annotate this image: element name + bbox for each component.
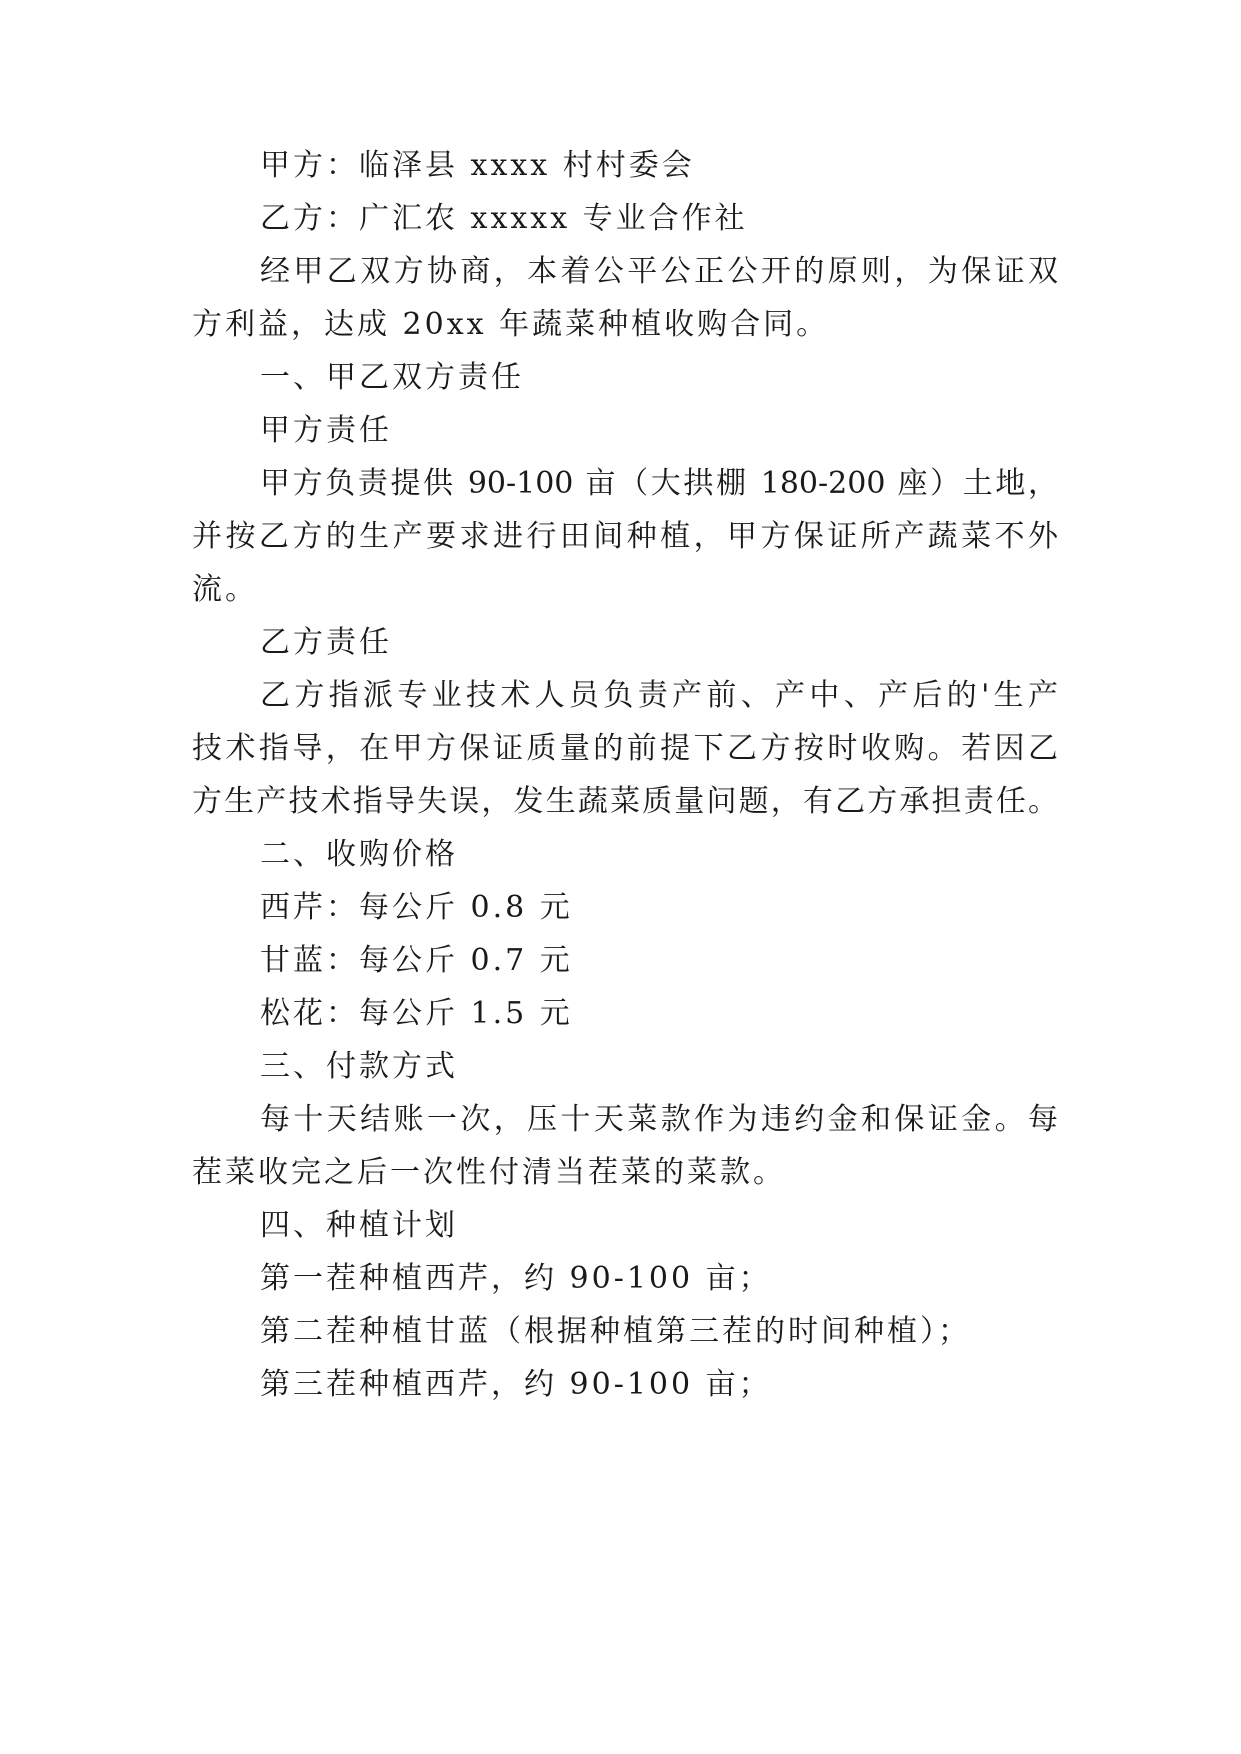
party-a-duty-line-3: 流。 (192, 572, 258, 607)
section-3-heading: 三、付款方式 (260, 1049, 458, 1084)
party-a-duty-line-1: 甲方负责提供 90-100 亩（大拱棚 180-200 座）土地， (260, 466, 1058, 501)
party-b-duty-line-2: 技术指导，在甲方保证质量的前提下乙方按时收购。若因乙 (192, 731, 1058, 766)
party-a-duty-heading: 甲方责任 (260, 413, 392, 448)
section-4-heading: 四、种植计划 (260, 1208, 458, 1243)
preamble-line-2: 方利益，达成 20xx 年蔬菜种植收购合同。 (192, 307, 830, 342)
party-b-duty-line-1: 乙方指派专业技术人员负责产前、产中、产后的'生产 (260, 678, 1058, 713)
payment-line-2: 茬菜收完之后一次性付清当茬菜的菜款。 (192, 1155, 786, 1190)
price-cauliflower: 松花：每公斤 1.5 元 (260, 996, 573, 1031)
party-a-duty-line-2: 并按乙方的生产要求进行田间种植，甲方保证所产蔬菜不外 (192, 519, 1058, 554)
plan-item-3: 第三茬种植西芹，约 90-100 亩； (260, 1367, 772, 1402)
section-1-heading: 一、甲乙双方责任 (260, 360, 524, 395)
section-2-heading: 二、收购价格 (260, 837, 458, 872)
price-cabbage: 甘蓝：每公斤 0.7 元 (260, 943, 573, 978)
plan-item-1: 第一茬种植西芹，约 90-100 亩； (260, 1261, 772, 1296)
price-celery: 西芹：每公斤 0.8 元 (260, 890, 573, 925)
preamble-line-1: 经甲乙双方协商，本着公平公正公开的原则，为保证双 (260, 254, 1058, 289)
plan-item-2: 第二茬种植甘蓝（根据种植第三茬的时间种植）； (260, 1314, 971, 1349)
payment-line-1: 每十天结账一次，压十天菜款作为违约金和保证金。每 (260, 1102, 1058, 1137)
party-a-line: 甲方：临泽县 xxxx 村村委会 (260, 148, 695, 183)
party-b-duty-heading: 乙方责任 (260, 625, 392, 660)
party-b-line: 乙方：广汇农 xxxxx 专业合作社 (260, 201, 748, 236)
party-b-duty-line-3: 方生产技术指导失误，发生蔬菜质量问题，有乙方承担责任。 (192, 784, 1058, 819)
